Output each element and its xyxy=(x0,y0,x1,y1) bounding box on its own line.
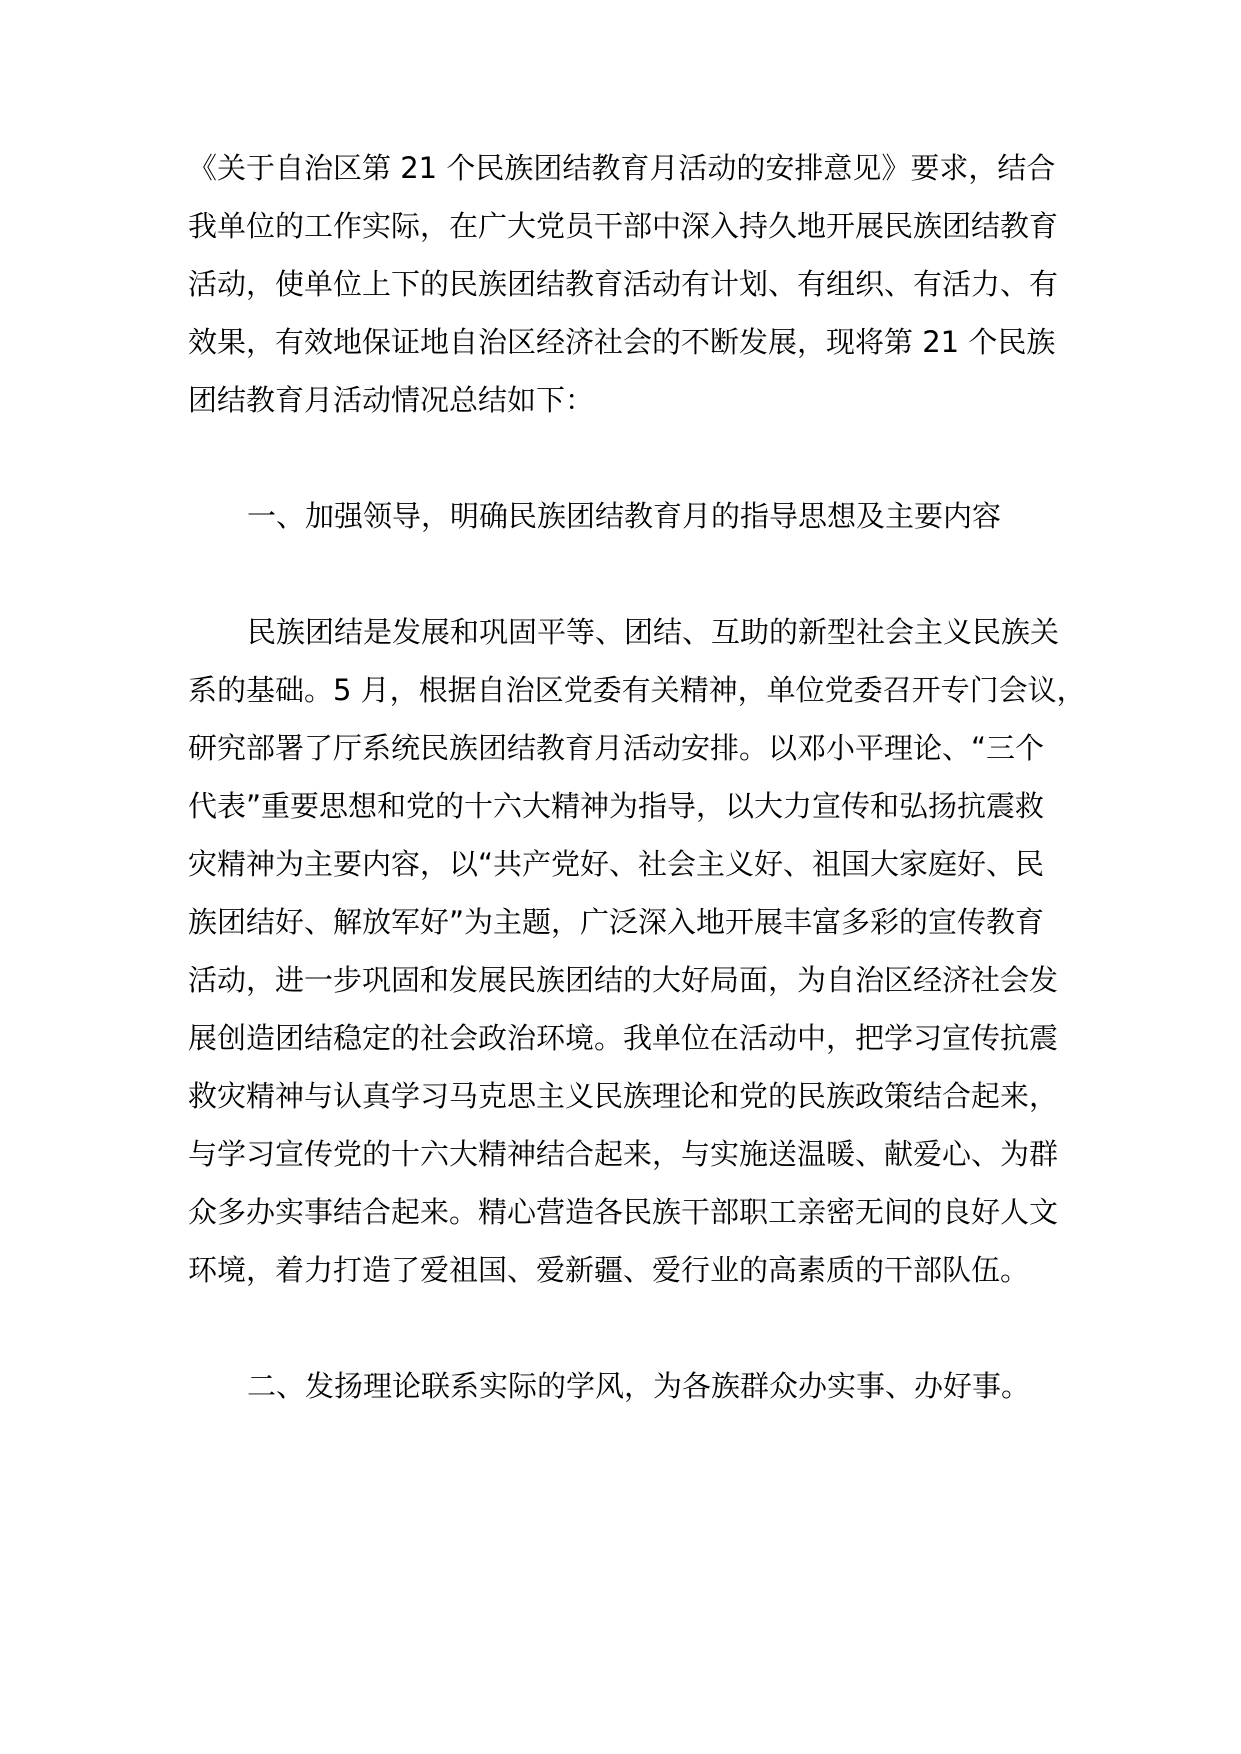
paragraph-2-line-10: 与学习宣传党的十六大精神结合起来，与实施送温暖、献爱心、为群 xyxy=(188,1137,1059,1171)
paragraph-2-line-1: 民族团结是发展和巩固平等、团结、互助的新型社会主义民族关 xyxy=(247,615,1060,649)
paragraph-2-line-2: 系的基础。5 月，根据自治区党委有关精神，单位党委召开专门会议， xyxy=(188,673,1086,707)
paragraph-2-line-12: 环境，着力打造了爱祖国、爱新疆、爱行业的高素质的干部队伍。 xyxy=(188,1253,1030,1287)
paragraph-2-line-6: 族团结好、解放军好”为主题，广泛深入地开展丰富多彩的宣传教育 xyxy=(188,905,1045,939)
paragraph-2-line-4: 代表”重要思想和党的十六大精神为指导，以大力宣传和弘扬抗震救 xyxy=(188,789,1045,823)
paragraph-2-line-9: 救灾精神与认真学习马克思主义民族理论和党的民族政策结合起来， xyxy=(188,1079,1059,1113)
paragraph-1-line-5: 团结教育月活动情况总结如下： xyxy=(188,383,595,417)
paragraph-2-line-5: 灾精神为主要内容，以“共产党好、社会主义好、祖国大家庭好、民 xyxy=(188,847,1045,881)
paragraph-1-line-2: 我单位的工作实际，在广大党员干部中深入持久地开展民族团结教育 xyxy=(188,209,1059,243)
paragraph-1-line-1: 《关于自治区第 21 个民族团结教育月活动的安排意见》要求，结合 xyxy=(188,151,1056,185)
section-heading-2: 二、发扬理论联系实际的学风，为各族群众办实事、办好事。 xyxy=(247,1369,1031,1403)
paragraph-1-line-3: 活动，使单位上下的民族团结教育活动有计划、有组织、有活力、有 xyxy=(188,267,1059,301)
paragraph-2-line-8: 展创造团结稳定的社会政治环境。我单位在活动中，把学习宣传抗震 xyxy=(188,1021,1059,1055)
paragraph-2-line-3: 研究部署了厅系统民族团结教育月活动安排。以邓小平理论、“三个 xyxy=(188,731,1045,765)
paragraph-1-line-4: 效果，有效地保证地自治区经济社会的不断发展，现将第 21 个民族 xyxy=(188,325,1056,359)
paragraph-2-line-11: 众多办实事结合起来。精心营造各民族干部职工亲密无间的良好人文 xyxy=(188,1195,1059,1229)
section-heading-1: 一、加强领导，明确民族团结教育月的指导思想及主要内容 xyxy=(247,499,1002,533)
paragraph-2-line-7: 活动，进一步巩固和发展民族团结的大好局面，为自治区经济社会发 xyxy=(188,963,1059,997)
